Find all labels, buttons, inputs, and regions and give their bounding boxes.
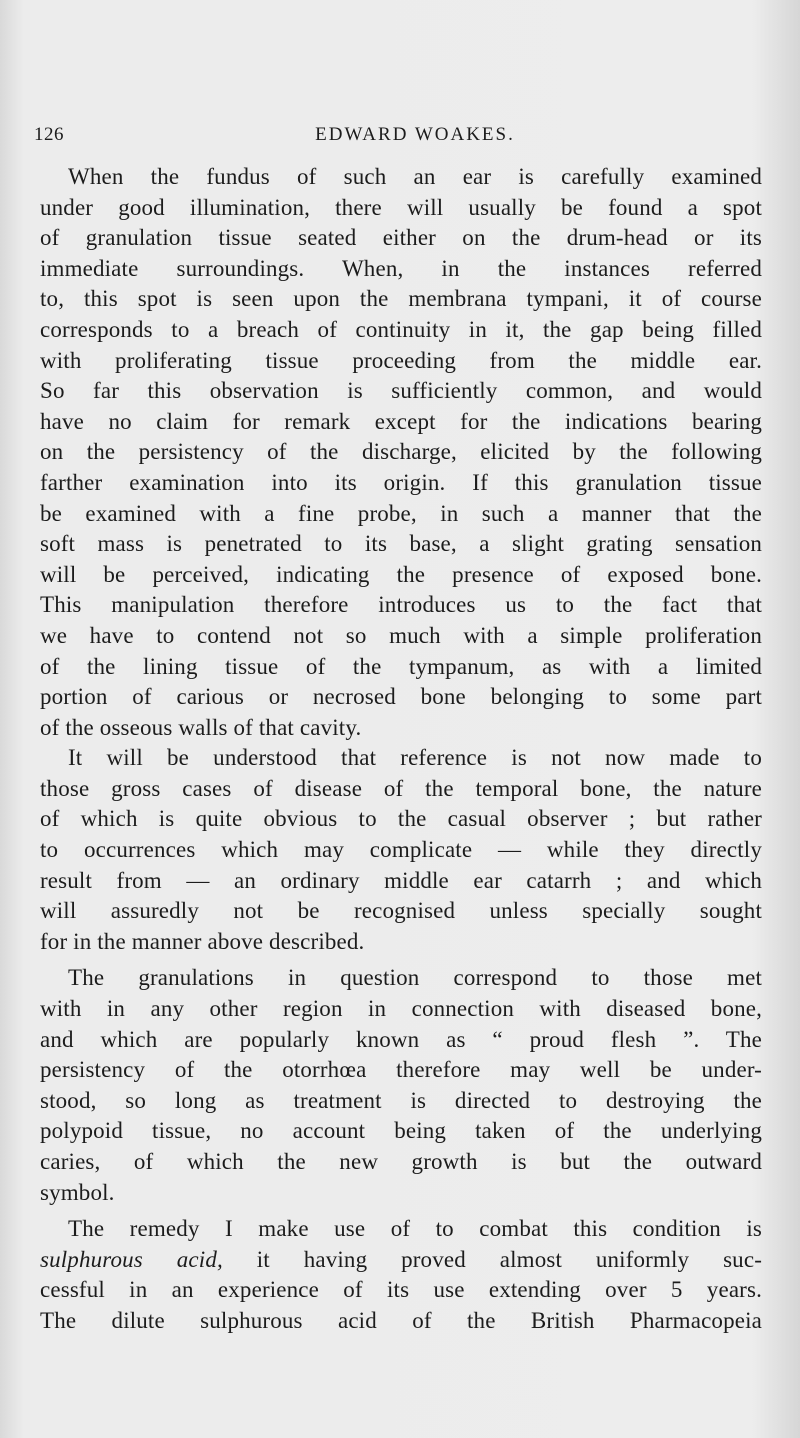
text-line: of the lining tissue of the tympanum, as with a limited [40, 653, 762, 679]
text-line: with proliferating tissue proceeding from the middle ear. [40, 347, 762, 373]
text-line: with in any other region in connection with diseased bone, [40, 996, 762, 1022]
text-line: immediate surroundings. When, in the instances referred [40, 255, 762, 281]
text-line: for in the manner above described. [40, 928, 365, 954]
text-line: portion of carious or necrosed bone belonging to some part [40, 684, 762, 710]
text-line: to occurrences which may complicate — while they directly [40, 837, 762, 863]
text-line: result from — an ordinary middle ear catarrh ; and which [40, 867, 762, 893]
running-head: EDWARD WOAKES. [315, 124, 515, 145]
page-number: 126 [34, 124, 64, 145]
text-line: be examined with a fine probe, in such a manner that the [40, 500, 762, 526]
text-line: This manipulation therefore introduces us to the fact that [40, 592, 762, 618]
text-line: So far this observation is sufficiently common, and would [40, 378, 762, 404]
text-line: of granulation tissue seated either on the drum-head or its [40, 225, 762, 251]
text-line: of the osseous walls of that cavity. [40, 714, 362, 740]
paragraph [40, 1214, 762, 1336]
text-line: The remedy I make use of to combat this condition is [68, 1216, 762, 1242]
text-line: corresponds to a breach of continuity in it, the gap being filled [40, 316, 762, 342]
text-line: persistency of the otorrhœa therefore may well be under- [40, 1057, 762, 1083]
text-line: stood, so long as treatment is directed to destroying the [40, 1087, 762, 1113]
text-line: soft mass is penetrated to its base, a slight grating sensation [40, 531, 762, 557]
paragraph [40, 743, 762, 957]
body-text [40, 162, 762, 1337]
text-line: under good illumination, there will usually be found a spot [40, 194, 762, 220]
paragraph [40, 162, 762, 743]
text-line: When the fundus of such an ear is carefully examined [68, 164, 762, 189]
text-line: polypoid tissue, no account being taken of the underlying [40, 1118, 762, 1144]
text-line: caries, of which the new growth is but the outward [40, 1149, 762, 1174]
text-line: will be perceived, indicating the presence of exposed bone. [40, 561, 762, 587]
text-line: those gross cases of disease of the temporal bone, the nature [40, 775, 762, 801]
text-line: symbol. [40, 1179, 115, 1205]
italic-phrase: sulphurous acid, [40, 1246, 223, 1272]
text-line: will assuredly not be recognised unless specially sought [40, 898, 762, 924]
text-line: and which are popularly known as “ proud flesh ”. The [40, 1026, 762, 1052]
paragraph [40, 963, 762, 1208]
text-line: have no claim for remark except for the indications bearing [40, 408, 762, 434]
text-line: farther examination into its origin. If this granulation tissue [40, 469, 762, 495]
text-line: The dilute sulphurous acid of the British Pharmacopeia [40, 1307, 762, 1333]
page-header [34, 124, 766, 154]
text-line: of which is quite obvious to the casual observer ; but rather [40, 806, 762, 832]
text-line: to, this spot is seen upon the membrana tympani, it of course [40, 286, 762, 312]
text-line: sulphurous acid, it having proved almost uniformly suc- [40, 1246, 763, 1272]
text-line: It will be understood that reference is not now made to [68, 745, 762, 771]
text-line: on the persistency of the discharge, elicited by the following [40, 439, 762, 465]
text-line: cessful in an experience of its use extending over 5 years. [40, 1277, 762, 1303]
text-line: we have to contend not so much with a simple proliferation [40, 622, 762, 648]
text-line: The granulations in question correspond to those met [68, 965, 762, 991]
